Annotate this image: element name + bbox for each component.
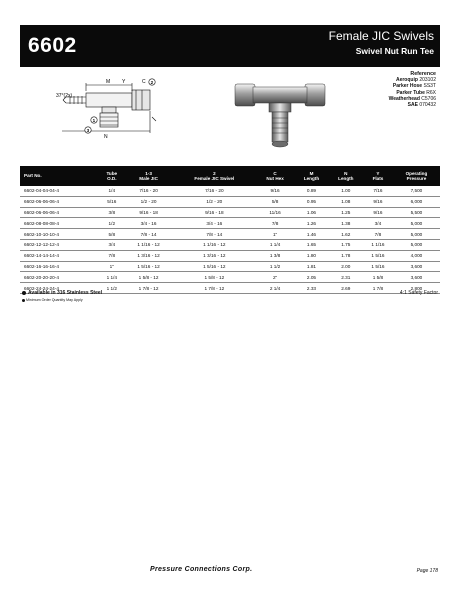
bullet-icon: [22, 291, 26, 295]
product-photo: [225, 78, 335, 154]
table-row: 6602-06-06-06-4 3/8 9/16 - 18 9/16 - 18 11/16 1.06 1.25 9/16 5,500: [20, 207, 440, 218]
header-bar: [20, 25, 440, 67]
dim-n-label: N: [104, 134, 108, 140]
part-series: 6602: [28, 34, 77, 57]
specification-table: [20, 166, 440, 294]
reference-list: [340, 71, 436, 108]
col-header-operating-pressure: Operating Pressure: [393, 166, 440, 186]
col-header-male-jic: 1-3 Male JIC: [124, 166, 172, 186]
table-row: 6602-08-08-08-4 1/2 3/4 - 16 3/4 - 16 7/8 1.26 1.38 3/4 5,000: [20, 218, 440, 229]
reference-item: Parker Tube R6X: [396, 89, 436, 96]
col-header-nut-hex: C Nut Hex: [256, 166, 294, 186]
product-title: Female JIC Swivels: [328, 29, 434, 43]
reference-item: Aeroquip 203102: [395, 77, 436, 84]
page-number: Page 178: [416, 568, 438, 574]
col-header-m-length: M Length: [294, 166, 328, 186]
stainless-note: Available in 316 Stainless Steel: [22, 290, 102, 296]
reference-item: Parker Hose SS3T: [392, 83, 436, 90]
technical-drawing: [56, 75, 166, 150]
reference-item: SAE 070432: [407, 102, 436, 109]
table-row: 6602-24-24-24-4 1 1/2 1 7/8 - 12 1 7/8 - 12 2 1/4 2.33 2.69 1 7/8 2,800: [20, 283, 440, 294]
reference-heading: Reference: [410, 71, 436, 77]
reference-item: Weatherhead C5706: [388, 95, 436, 102]
col-header-female-jic-swivel: 2 Female JIC Swivel: [173, 166, 256, 186]
table-row: 6602-04-04-04-4 1/4 7/16 - 20 7/16 - 20 9/16 0.89 1.00 7/16 7,500: [20, 186, 440, 196]
brand-logo: Pressure Connections Corp.: [150, 566, 253, 573]
dim-y-label: Y: [122, 79, 126, 85]
angle-label: 37°(2x): [56, 93, 73, 99]
product-subtitle: Swivel Nut Run Tee: [355, 46, 434, 56]
dim-c-label: C: [142, 79, 146, 85]
dim-m-label: M: [106, 79, 111, 85]
callout-1: 1: [92, 117, 96, 123]
table-row: 6602-14-14-14-4 7/8 1 3/16 - 12 1 3/16 - 12 1 3/8 1.80 1.78 1 5/16 4,000: [20, 250, 440, 261]
col-header-tube-od: Tube O.D.: [99, 166, 124, 186]
bullet-icon: [22, 299, 25, 302]
callout-2: 2: [150, 79, 154, 85]
table-row: 6602-16-16-16-4 1" 1 5/16 - 12 1 5/16 - 12 1 1/2 1.81 2.00 1 5/16 3,600: [20, 261, 440, 272]
table-row: 6602-06-06-06-4 5/16 1/2 - 20 1/2 - 20 5/8 0.95 1.08 9/16 6,000: [20, 196, 440, 207]
col-header-n-length: N Length: [329, 166, 363, 186]
callout-3: 3: [86, 127, 90, 133]
table-row: 6602-10-10-10-4 5/8 7/8 - 14 7/8 - 14 1" 1.46 1.62 7/8 5,000: [20, 229, 440, 240]
table-row: 6602-20-20-20-4 1 1/4 1 5/8 - 12 1 5/8 - 12 2" 2.05 2.31 1 5/8 3,600: [20, 272, 440, 283]
col-header-y-flats: Y Flats: [363, 166, 393, 186]
minimum-order-note: Minimum Order Quantity May Apply: [22, 298, 83, 302]
col-header-part-no: Part No.: [20, 166, 99, 186]
safety-factor: 4:1 Safety Factor: [399, 290, 438, 296]
table-row: 6602-12-12-12-4 3/4 1 1/16 - 12 1 1/16 - 12 1 1/4 1.65 1.75 1 1/16 5,000: [20, 239, 440, 250]
table-header-row: [20, 166, 440, 186]
